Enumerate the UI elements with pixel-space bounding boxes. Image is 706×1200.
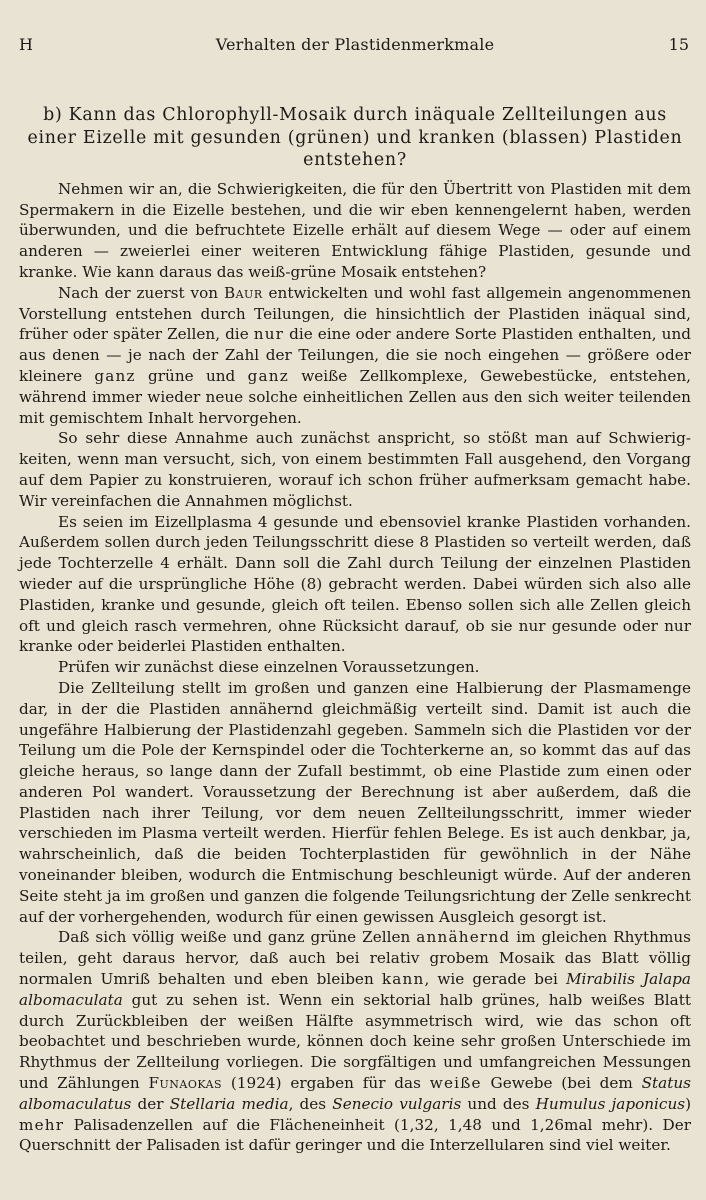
section-heading: b) Kann das Chlorophyll-Mosaik durch inäquale Zellteilungen aus einer Eizelle mit gesunden (grünen) und kranken (blassen) Plastiden entstehen? xyxy=(27,105,683,171)
book-page xyxy=(19,30,691,1156)
paragraph-1: Nehmen wir an, die Schwierigkeiten, die für den Übertritt von Plastiden mit dem Spermakern in die Eizelle bestehen, und die wir eben kennengelernt haben, werden überwunden, und die befruchtete Eizelle erhält auf diesem Wege — oder auf einem anderen — zweierlei einer weiteren Entwicklung fähige Plastiden, gesunde und kranke. Wie kann daraus das weiß-grüne Mosaik entstehen? xyxy=(19,179,691,281)
running-header xyxy=(19,30,691,60)
paragraph-6: Die Zellteilung stellt im großen und ganzen eine Halbierung der Plasmamenge dar, in der die Plastiden annähernd gleichmäßig verteilt sind. Damit ist auch die ungefähre Halbierung der Plastidenzahl gegeben. Sammeln sich die Plastiden vor der Teilung um die Pole der Kernspindel oder die Tochterkerne an, so kommt das auf das gleiche heraus, so lange dann der Zufall bestimmt, ob eine Plastide zum einen oder anderen Pol wandert. Voraussetzung der Berechnung ist aber außerdem, daß die Plastiden nach ihrer Teilung, vor dem neuen Zellteilungsschritt, immer wieder verschieden im Plasma verteilt werden. Hierfür fehlen Belege. Es ist auch denkbar, ja, wahrscheinlich, daß die beiden Tochterplastiden für gewöhnlich in der Nähe voneinander bleiben, wodurch die Entmischung beschleunigt würde. Auf der anderen Seite steht ja im großen und ganzen die folgende Teilungsrichtung der Zelle senkrecht auf der vorhergehenden, wodurch für einen gewissen Ausgleich gesorgt ist. xyxy=(19,678,691,926)
paragraph-4: Es seien im Eizellplasma 4 gesunde und ebensoviel kranke Plastiden vorhanden. Außerdem sollen durch jeden Teilungsschritt diese 8 Plastiden so verteilt werden, daß jede Tochterzelle 4 erhält. Dann soll die Zahl durch Teilung der einzelnen Plastiden wieder auf die ursprüngliche Höhe (8) gebracht werden. Dabei würden sich also alle Plastiden, kranke und gesunde, gleich oft teilen. Ebenso sollen sich alle Zellen gleich oft und gleich rasch vermehren, ohne Rücksicht darauf, ob sie nur gesunde oder nur kranke oder beiderlei Plastiden enthalten. xyxy=(19,512,691,656)
paragraph-5: Prüfen wir zunächst diese einzelnen Voraussetzungen. xyxy=(58,658,480,677)
paragraph-3: So sehr diese Annahme auch zunächst anspricht, so stößt man auf Schwierigkeiten, wenn man versucht, sich, von einem bestimmten Fall ausgehend, den Vorgang auf dem Papier zu konstruieren, worauf ich schon früher aufmerksam gemacht habe. Wir vereinfachen die Annahmen möglichst. xyxy=(19,429,691,510)
species-name: Senecio vulgaris xyxy=(332,1094,462,1113)
paragraph-7: Daß sich völlig weiße und ganz grüne Zellen annähernd im gleichen Rhythmus teilen, geht daraus hervor, daß auch bei relativ grobem Mosaik das Blatt völlig normalen Umriß behalten und eben bleiben kann, wie gerade bei Mirabilis Jalapa albomaculata gut zu sehen ist. Wenn ein sektorial halb grünes, halb weißes Blatt durch Zurückbleiben der weißen Hälfte asymmetrisch wird, wie das schon oft beobachtet und beschrieben wurde, können doch keine sehr großen Unterschiede im Rhythmus der Zellteilung vorliegen. Die sorgfältigen und umfangreichen Messungen und Zählungen Funaokas (1924) ergaben für das weiße Gewebe (bei dem Status albomaculatus der Stellaria media, des Senecio vulgaris und des Humulus japonicus) mehr Palisadenzellen auf die Flächeneinheit (1,32, 1,48 und 1,26mal mehr). Der Querschnitt der Palisaden ist dafür geringer und die Interzellularen sind viel weiter. xyxy=(19,928,692,1155)
paragraph-2: Nach der zuerst von Baur entwickelten und wohl fast allgemein angenommenen Vorstellung entstehen durch Teilungen, die hinsichtlich der Plastiden inäqual sind, früher oder später Zellen, die nur die eine oder andere Sorte Plastiden enthalten, und aus denen — je nach der Zahl der Teilungen, die sie noch eingehen — größere oder kleinere ganz grüne und ganz weiße Zellkomplexe, Gewebestücke, entstehen, während immer wieder neue solche einheitlichen Zellen aus den sich weiter teilenden mit gemischtem Inhalt hervorgehen. xyxy=(19,283,692,427)
species-name: Stellaria media xyxy=(169,1094,289,1113)
species-name: Status albomaculatus xyxy=(19,1074,691,1113)
signature-mark: H xyxy=(19,35,33,54)
emphasis: ganz xyxy=(94,366,136,385)
page-number: 15 xyxy=(668,35,689,54)
emphasis: mehr xyxy=(19,1115,65,1134)
author-name: Funaokas xyxy=(148,1074,223,1093)
emphasis: nur xyxy=(253,325,285,344)
running-title: Verhalten der Plastidenmerkmale xyxy=(215,35,495,54)
emphasis: ganz xyxy=(247,366,289,385)
species-name: Humulus japonicus xyxy=(535,1094,686,1113)
body-text xyxy=(19,179,691,1156)
author-name: Baur xyxy=(223,283,263,302)
species-name: Mirabilis Jalapa albomaculata xyxy=(19,970,691,1009)
emphasis: annähernd xyxy=(416,928,511,947)
emphasis: kann xyxy=(381,970,425,989)
emphasis: weiße xyxy=(429,1074,482,1093)
